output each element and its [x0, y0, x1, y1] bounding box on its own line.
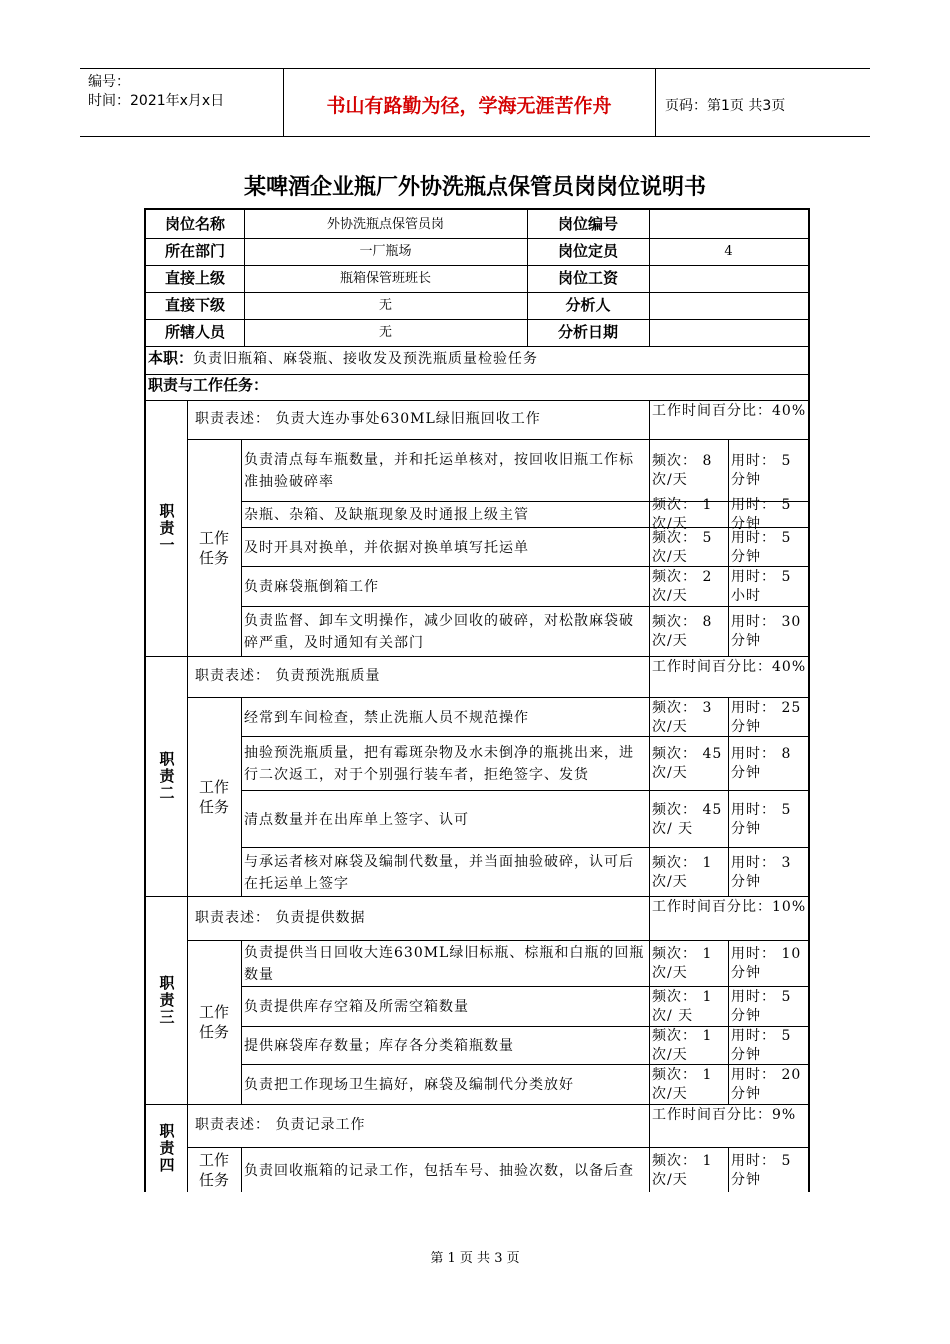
duty-name: 职责四 [157, 1122, 176, 1174]
job-description-table [144, 208, 810, 1192]
duty-name: 职责一 [157, 502, 176, 554]
task-duration: 用时： 5分钟 [731, 1152, 792, 1188]
table-rule [728, 940, 729, 1104]
task-frequency: 频次： 3次/天 [652, 699, 713, 735]
page-header [80, 68, 870, 137]
task-description: 负责监督、卸车文明操作，减少回收的破碎，对松散麻袋破碎严重，及时通知有关部门 [244, 613, 634, 651]
table-rule [187, 1147, 808, 1148]
info-label: 岗位工资 [557, 269, 618, 287]
task-duration: 用时： 5分钟 [731, 529, 792, 565]
info-label: 所辖人员 [164, 323, 225, 341]
duty-name: 职责二 [157, 750, 176, 802]
benzhi-text: 负责旧瓶箱、麻袋瓶、接收发及预洗瓶质量检验任务 [193, 351, 539, 367]
info-value: 外协洗瓶点保管员岗 [326, 216, 444, 232]
work-task-label: 工作任务 [198, 1003, 229, 1041]
task-frequency: 频次： 45次/ 天 [652, 801, 723, 837]
table-rule [241, 606, 808, 607]
info-label: 所在部门 [164, 242, 225, 260]
task-duration: 用时： 5分钟 [731, 801, 792, 837]
duty-statement: 职责表述： 负责大连办事处630ML绿旧瓶回收工作 [195, 411, 541, 427]
table-rule [146, 374, 808, 375]
info-value: 一厂瓶场 [359, 244, 412, 259]
task-duration: 用时： 30分钟 [731, 614, 802, 649]
table-rule [649, 896, 650, 1104]
table-rule [187, 439, 808, 440]
info-value [649, 210, 808, 238]
task-duration: 用时： 3分钟 [731, 854, 792, 890]
info-label: 直接上级 [164, 269, 225, 287]
task-description: 与承运者核对麻袋及编制代数量，并当面抽验破碎，认可后在托运单上签字 [244, 853, 634, 892]
header-meta [88, 73, 224, 111]
table-rule [241, 847, 808, 848]
task-description: 清点数量并在出库单上签字、认可 [244, 811, 469, 828]
task-description: 经常到车间检查，禁止洗瓶人员不规范操作 [244, 709, 529, 726]
table-rule [649, 210, 650, 346]
duty-time-percent: 工作时间百分比：40% [652, 659, 807, 675]
doc-time: 时间：2021年x月x日 [88, 93, 225, 109]
task-description: 负责提供库存空箱及所需空箱数量 [244, 999, 469, 1015]
benzhi-label: 本职： [148, 349, 194, 367]
task-description: 负责清点每车瓶数量，并和托运单核对，按回收旧瓶工作标准抽验破碎率 [244, 452, 634, 490]
duty-time-percent: 工作时间百分比：9% [652, 1107, 797, 1123]
table-rule [241, 986, 808, 987]
task-description: 负责麻袋瓶倒箱工作 [244, 579, 379, 595]
info-label: 直接下级 [164, 296, 225, 314]
task-frequency: 频次： 1次/天 [652, 1067, 713, 1102]
task-frequency: 频次： 1次/天 [652, 497, 713, 532]
task-description: 负责提供当日回收大连630ML绿旧标瓶、棕瓶和白瓶的回瓶数量 [244, 945, 645, 983]
work-task-label: 工作任务 [198, 777, 229, 816]
table-rule [187, 1104, 188, 1192]
task-duration: 用时： 5分钟 [731, 497, 792, 532]
task-duration: 用时： 8分钟 [731, 746, 792, 781]
info-label: 分析日期 [557, 323, 618, 341]
table-rule [241, 1064, 808, 1065]
task-duration: 用时： 10分钟 [731, 946, 802, 981]
duty-name: 职责三 [157, 974, 176, 1026]
table-rule [187, 697, 808, 698]
duty-time-percent: 工作时间百分比：10% [652, 899, 807, 915]
table-rule [649, 400, 650, 656]
info-label: 岗位定员 [557, 242, 618, 260]
table-rule [728, 697, 729, 896]
table-rule [241, 736, 808, 737]
header-divider [655, 69, 656, 136]
task-duration: 用时： 5分钟 [731, 1028, 792, 1063]
work-task-label: 工作任务 [198, 1150, 229, 1189]
table-rule [728, 439, 729, 656]
table-rule [728, 1147, 729, 1192]
duty-statement: 职责表述： 负责预洗瓶质量 [195, 668, 381, 684]
task-description: 负责回收瓶箱的记录工作，包括车号、抽验次数，以备后查 [244, 1162, 634, 1179]
page-footer: 第 1 页 共 3 页 [430, 1251, 520, 1266]
task-frequency: 频次： 45次/天 [652, 746, 723, 781]
table-rule [241, 697, 242, 896]
table-rule [146, 346, 808, 347]
task-frequency: 频次： 1次/天 [652, 1028, 713, 1063]
info-label: 岗位名称 [164, 214, 225, 233]
task-description: 提供麻袋库存数量；库存各分类箱瓶数量 [244, 1038, 514, 1054]
info-value: 瓶箱保管班班长 [339, 271, 431, 286]
info-value: 4 [724, 244, 733, 259]
info-value: 无 [378, 325, 392, 340]
info-label: 分析人 [565, 296, 611, 314]
table-rule [241, 940, 242, 1104]
table-rule [649, 656, 650, 896]
info-value: 无 [378, 298, 392, 313]
table-rule [649, 1104, 650, 1192]
task-duration: 用时： 25分钟 [731, 699, 802, 735]
task-description: 及时开具对换单，并依据对换单填写托运单 [244, 539, 529, 556]
info-value [649, 292, 808, 319]
task-duration: 用时： 5分钟 [731, 453, 792, 488]
table-rule [241, 439, 242, 656]
info-value [649, 265, 808, 292]
task-description: 抽验预洗瓶质量，把有霉斑杂物及水未倒净的瓶挑出来，进行二次返工，对于个别强行装车者，拒绝签字、发货 [244, 745, 634, 783]
info-label: 岗位编号 [557, 214, 618, 233]
task-frequency: 频次： 8次/天 [652, 614, 713, 649]
task-frequency: 频次： 5次/天 [652, 529, 713, 565]
task-duration: 用时： 20分钟 [731, 1067, 802, 1102]
table-rule [241, 566, 808, 567]
table-rule [187, 896, 188, 1104]
duty-time-percent: 工作时间百分比：40% [652, 403, 807, 419]
table-rule [244, 210, 245, 346]
document-title: 某啤酒企业瓶厂外协洗瓶点保管员岗岗位说明书 [243, 175, 706, 200]
table-rule [187, 656, 188, 896]
task-frequency: 频次： 1次/天 [652, 854, 713, 890]
header-motto: 书山有路勤为径，学海无涯苦作舟 [326, 95, 612, 117]
table-rule [187, 400, 188, 656]
benzhi-row [148, 349, 538, 369]
table-rule [241, 1147, 242, 1192]
task-description: 负责把工作现场卫生搞好，麻袋及编制代分类放好 [244, 1077, 574, 1093]
duty-statement: 职责表述： 负责记录工作 [195, 1117, 366, 1133]
task-frequency: 频次： 2次/天 [652, 569, 713, 604]
work-task-label: 工作任务 [198, 528, 229, 567]
task-duration: 用时： 5小时 [731, 569, 792, 604]
task-duration: 用时： 5分钟 [731, 989, 792, 1024]
task-description: 杂瓶、杂箱、及缺瓶现象及时通报上级主管 [244, 507, 529, 523]
task-frequency: 频次： 1次/天 [652, 1152, 713, 1188]
task-frequency: 频次： 1次/ 天 [652, 989, 713, 1024]
duties-heading: 职责与工作任务： [148, 376, 269, 394]
doc-number-label: 编号： [88, 74, 130, 90]
duty-statement: 职责表述： 负责提供数据 [195, 909, 366, 926]
table-rule [527, 210, 528, 346]
table-rule [187, 940, 808, 941]
info-value [649, 319, 808, 346]
header-page-number: 页码：第1页 共3页 [665, 98, 786, 114]
task-frequency: 频次： 8次/天 [652, 453, 713, 488]
table-rule [241, 790, 808, 791]
task-frequency: 频次： 1次/天 [652, 946, 713, 981]
